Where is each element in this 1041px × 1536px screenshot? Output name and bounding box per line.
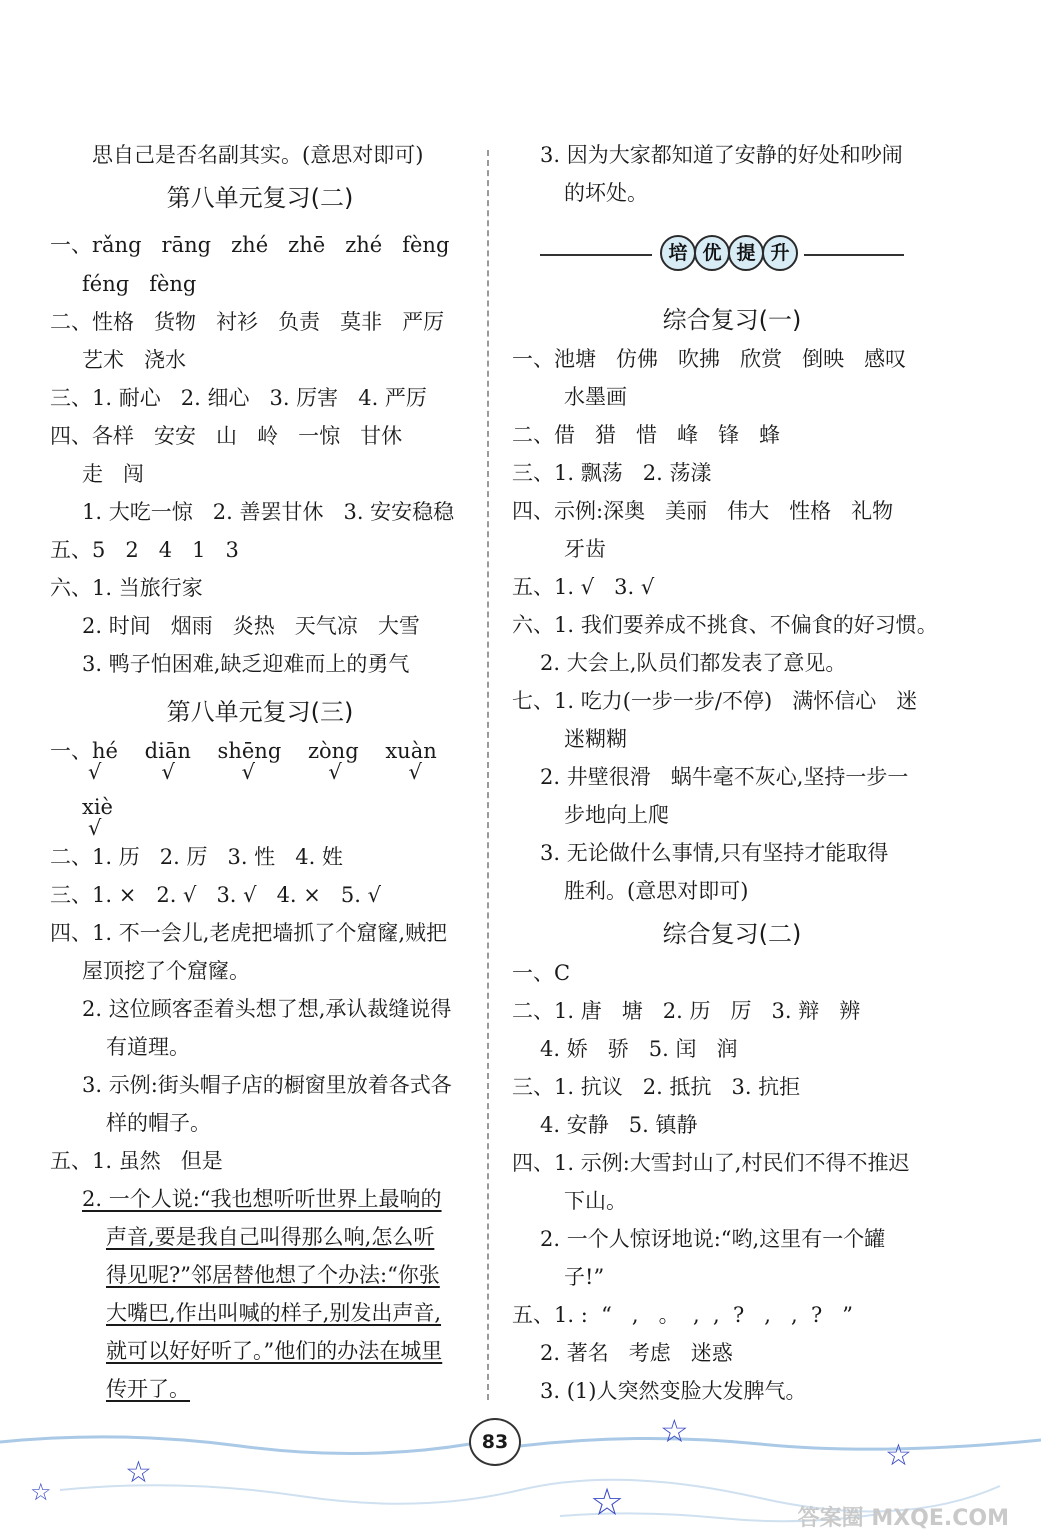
answer-line: 思自己是否名副其实。(意思对即可) xyxy=(92,143,424,167)
answer-line: 四、各样 安安 山 岭 一惊 甘休 xyxy=(50,424,403,448)
answer-line: 牙齿 xyxy=(564,537,606,561)
answer-line: 一、池塘 仿佛 吹拂 欣赏 倒映 感叹 xyxy=(512,347,907,371)
answer-line: 2. 时间 烟雨 炎热 天气凉 大雪 xyxy=(82,614,420,638)
answer-line: 子!” xyxy=(564,1265,605,1289)
answer-line: 传开了。 xyxy=(106,1377,190,1401)
answer-line: 步地向上爬 xyxy=(564,803,669,827)
answer-line: 下山。 xyxy=(564,1189,627,1213)
answer-line: 五、5 2 4 1 3 xyxy=(50,538,239,562)
answer-line: 1. 大吃一惊 2. 善罢甘休 3. 安安稳稳 xyxy=(82,500,455,524)
star-icon: ☆ xyxy=(885,1438,912,1473)
answer-line: 二、性格 货物 衬衫 负责 莫非 严厉 xyxy=(50,310,445,334)
answer-line: 有道理。 xyxy=(106,1035,190,1059)
answer-line: 三、1. 飘荡 2. 荡漾 xyxy=(512,461,712,485)
answer-line: 样的帽子。 xyxy=(106,1111,211,1135)
answer-line: 二、借 猎 惜 峰 锋 蜂 xyxy=(512,423,781,447)
answer-line: 六、1. 当旅行家 xyxy=(50,576,203,600)
tick-marks: √ xyxy=(88,816,102,840)
answer-line: 四、1. 示例:大雪封山了,村民们不得不推迟 xyxy=(512,1151,910,1175)
answer-line: 4. 娇 骄 5. 闰 润 xyxy=(540,1037,738,1061)
watermark: 答案圈 MXQE.COM xyxy=(797,1506,1009,1531)
answer-line: 二、1. 历 2. 厉 3. 性 4. 姓 xyxy=(50,845,343,869)
banner-char: 培 xyxy=(660,235,696,271)
answer-line: xiè xyxy=(82,795,113,819)
banner-peiyou-tisheng xyxy=(540,235,904,275)
answer-line: 五、1. √ 3. √ xyxy=(512,575,655,599)
answer-line: 的坏处。 xyxy=(564,181,648,205)
answer-line: 四、示例:深奥 美丽 伟大 性格 礼物 xyxy=(512,499,894,523)
answer-line: 2. 一个人说:“我也想听听世界上最响的 xyxy=(82,1187,442,1211)
star-icon: ☆ xyxy=(30,1478,52,1506)
star-icon: ☆ xyxy=(660,1412,689,1450)
answer-line: 六、1. 我们要养成不挑食、不偏食的好习惯。 xyxy=(512,613,938,637)
tick-marks: √ √ √ √ √ xyxy=(88,760,422,784)
answer-line: 得见呢?”邻居替他想了个办法:“你张 xyxy=(106,1263,440,1287)
section-title: 第八单元复习(二) xyxy=(166,184,354,212)
section-title: 综合复习(二) xyxy=(662,920,802,948)
answer-line: 七、1. 吃力(一步一步/不停) 满怀信心 迷 xyxy=(512,689,918,713)
answer-line: 2. 著名 考虑 迷惑 xyxy=(540,1341,733,1365)
answer-line: 一、C xyxy=(512,961,571,985)
answer-line: 迷糊糊 xyxy=(564,727,627,751)
banner-char: 优 xyxy=(694,235,730,271)
answer-line: 2. 井壁很滑 蜗牛毫不灰心,坚持一步一 xyxy=(540,765,909,789)
answer-line: 艺术 浇水 xyxy=(82,348,187,372)
banner-char: 升 xyxy=(762,235,798,271)
answer-line: fénɡ fèng xyxy=(82,272,197,296)
answer-line: 4. 安静 5. 镇静 xyxy=(540,1113,698,1137)
answer-line: 就可以好好听了。”他们的办法在城里 xyxy=(106,1339,443,1363)
answer-line: 声音,要是我自己叫得那么响,怎么听 xyxy=(106,1225,435,1249)
banner-char: 提 xyxy=(728,235,764,271)
answer-line: 走 闯 xyxy=(82,462,145,486)
answer-line: 三、1. 抗议 2. 抵抗 3. 抗拒 xyxy=(512,1075,801,1099)
answer-line: 一、hé diān shēng zòng xuàn xyxy=(50,739,437,763)
answer-line: 大嘴巴,作出叫喊的样子,别发出声音, xyxy=(106,1301,442,1325)
answer-line: 三、1. × 2. √ 3. √ 4. × 5. √ xyxy=(50,883,381,907)
answer-line: 2. 这位顾客歪着头想了想,承认裁缝说得 xyxy=(82,997,452,1021)
answer-line: 3. 鸭子怕困难,缺乏迎难而上的勇气 xyxy=(82,652,410,676)
banner-rule-right xyxy=(804,254,904,256)
section-title: 综合复习(一) xyxy=(662,306,802,334)
answer-line: 2. 一个人惊讶地说:“哟,这里有一个罐 xyxy=(540,1227,886,1251)
column-divider xyxy=(487,150,489,1400)
answer-line: 四、1. 不一会儿,老虎把墙抓了个窟窿,贼把 xyxy=(50,921,448,945)
banner-rule-left xyxy=(540,254,652,256)
section-title: 第八单元复习(三) xyxy=(166,698,354,726)
answer-line: 五、1. 虽然 但是 xyxy=(50,1149,223,1173)
answer-line: 3. 无论做什么事情,只有坚持才能取得 xyxy=(540,841,889,865)
star-icon: ☆ xyxy=(590,1480,625,1524)
answer-line: 三、1. 耐心 2. 细心 3. 厉害 4. 严厉 xyxy=(50,386,427,410)
answer-line: 五、1. : “ , 。 , , ? , , ? ” xyxy=(512,1303,854,1327)
answer-line: 屋顶挖了个窟窿。 xyxy=(82,959,250,983)
answer-line: 胜利。(意思对即可) xyxy=(564,879,749,903)
answer-line: 一、rǎng rāng zhé zhē zhé fèng xyxy=(50,233,450,257)
answer-line: 二、1. 唐 塘 2. 历 厉 3. 辩 辨 xyxy=(512,999,861,1023)
answer-line: 水墨画 xyxy=(564,385,627,409)
answer-line: 3. (1)人突然变脸大发脾气。 xyxy=(540,1379,807,1403)
star-icon: ☆ xyxy=(125,1455,152,1490)
answer-line: 3. 因为大家都知道了安静的好处和吵闹 xyxy=(540,143,903,167)
answer-line: 2. 大会上,队员们都发表了意见。 xyxy=(540,651,847,675)
answer-line: 3. 示例:街头帽子店的橱窗里放着各式各 xyxy=(82,1073,452,1097)
page-number: 83 xyxy=(469,1418,521,1466)
